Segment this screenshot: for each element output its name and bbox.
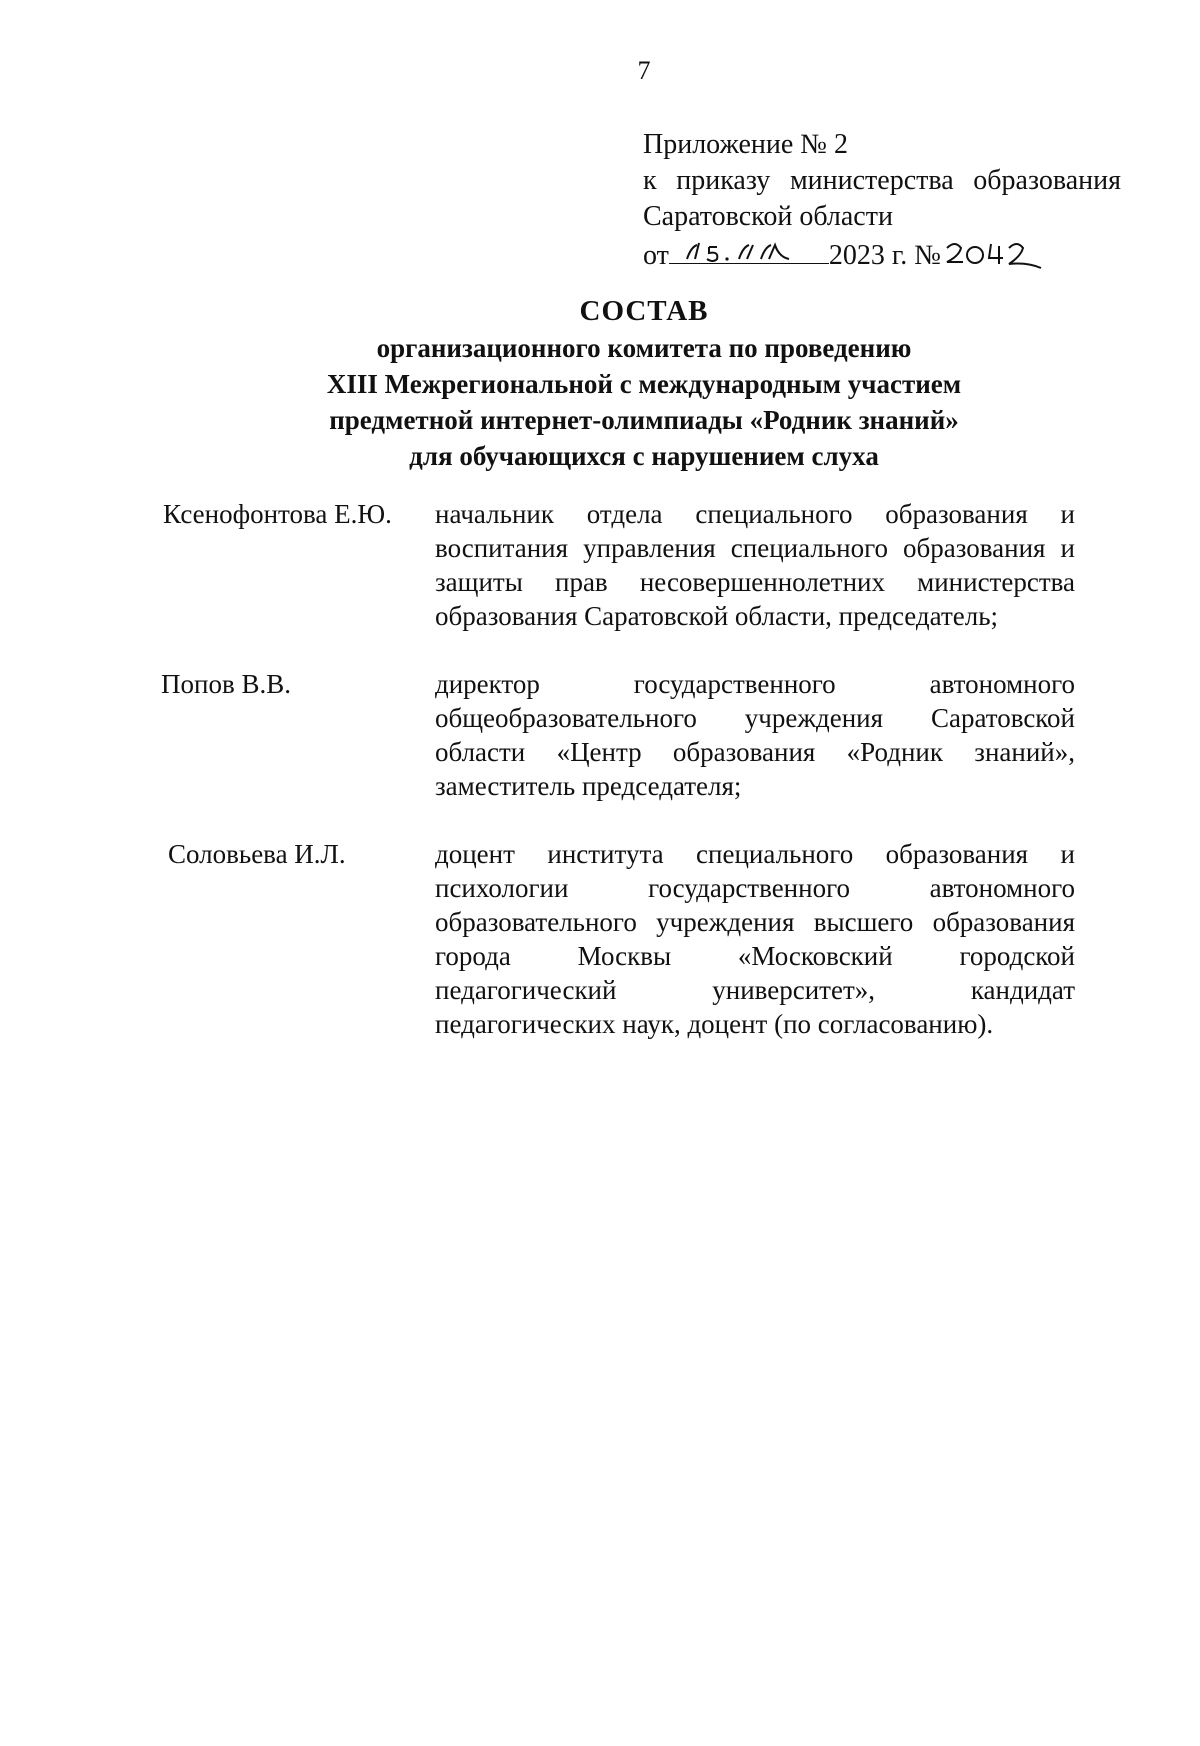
member-entry	[0, 497, 1200, 633]
handwritten-date-scribble	[669, 237, 829, 267]
document-title: СОСТАВ	[579, 295, 709, 327]
subtitle-line: XIII Межрегиональной с международным участием	[326, 369, 962, 399]
member-name: Соловьева И.Л.	[168, 839, 346, 869]
subtitle-line: для обучающихся с нарушением слуха	[409, 441, 879, 471]
member-entry	[0, 837, 1200, 1041]
member-name: Ксенофонтова Е.Ю.	[163, 499, 392, 529]
subtitle-line: организационного комитета по проведению	[376, 333, 912, 363]
handwritten-date	[669, 235, 829, 264]
handwritten-number	[941, 236, 1045, 264]
appendix-region-line: Саратовской области	[643, 201, 893, 232]
member-role: начальник отдела специального образования и воспитания управления специального образования и защиты прав несовершеннолетних министерства образования Саратовской области, председатель;	[435, 499, 1075, 631]
year-and-number-label: 2023 г. №	[828, 240, 941, 271]
member-role: доцент института специального образования и психологии государственного автономного образовательного учреждения высшего образования города Москвы «Московский городской педагогический университет», кандидат педагогических наук, доцент (по согласованию).	[435, 839, 1075, 1039]
member-entry	[0, 667, 1200, 803]
appendix-order-line: к приказу министерства образования	[643, 165, 1121, 196]
page-number: 7	[637, 56, 651, 85]
document-subtitle	[0, 330, 1200, 474]
appendix-label: Приложение № 2	[643, 129, 848, 160]
appendix-date-line	[643, 235, 1163, 274]
subtitle-line: предметной интернет-олимпиады «Родник знаний»	[329, 405, 959, 435]
committee-members-list	[0, 497, 1200, 1041]
member-name: Попов В.В.	[161, 669, 291, 699]
appendix-header	[643, 127, 1163, 274]
member-role: директор государственного автономного общеобразовательного учреждения Саратовской области «Центр образования «Родник знаний», заместитель председателя;	[435, 669, 1075, 801]
handwritten-number-scribble	[941, 238, 1045, 272]
date-prefix: от	[643, 240, 669, 271]
